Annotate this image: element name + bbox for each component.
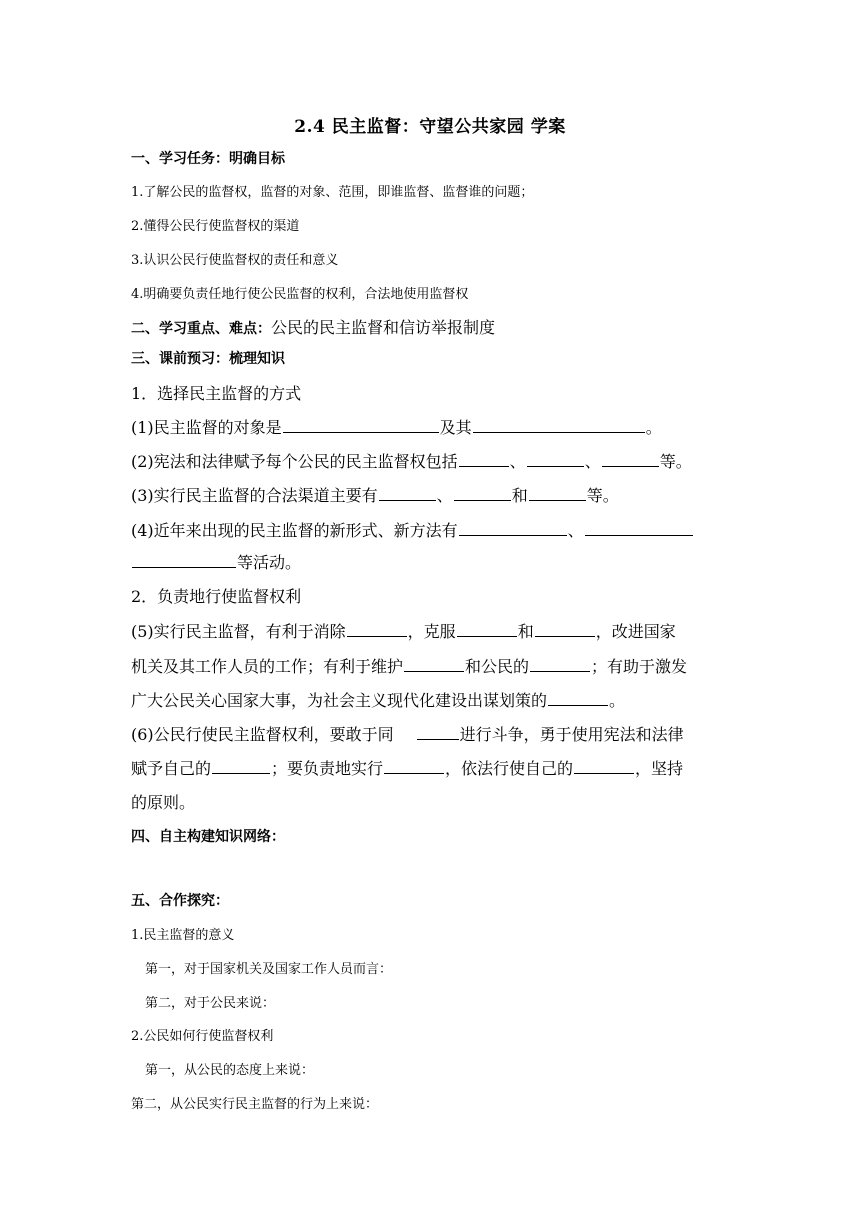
answer-blank[interactable] (527, 451, 584, 467)
task-item: 2.懂得公民行使监督权的渠道 (131, 219, 300, 234)
answer-blank[interactable] (283, 417, 439, 433)
question-5-cont: 广大公民关心国家大事，为社会主义现代化建设出谋划策的 。 (131, 691, 626, 710)
answer-blank[interactable] (574, 758, 634, 774)
question-4-cont: 等活动。 (131, 550, 301, 573)
section-heading-network: 四、自主构建知识网络： (131, 829, 285, 845)
question-6: (6)公民行使民主监督权利，要敢于同 进行斗争，勇于使用宪法和法律 (131, 725, 684, 744)
answer-blank[interactable] (585, 520, 693, 536)
inquiry-item: 第一，对于国家机关及国家工作人员而言： (145, 962, 393, 977)
question-5-cont: 机关及其工作人员的工作；有利于维护 和公民的 ；有助于激发 (131, 657, 688, 676)
inquiry-item: 2.公民如何行使监督权利 (131, 1029, 274, 1044)
section-heading-preview: 三、课前预习：梳理知识 (131, 351, 285, 367)
answer-blank[interactable] (132, 552, 236, 568)
section-heading-inquiry: 五、合作探究： (131, 893, 229, 909)
question-1: (1)民主监督的对象是 及其 。 (131, 418, 662, 437)
section-heading-tasks: 一、学习任务：明确目标 (131, 151, 285, 167)
answer-blank[interactable] (602, 451, 659, 467)
answer-blank[interactable] (417, 724, 459, 740)
answer-blank[interactable] (404, 656, 464, 672)
answer-blank[interactable] (454, 485, 511, 501)
inquiry-item: 第二，从公民实行民主监督的行为上来说： (131, 1097, 379, 1112)
answer-blank[interactable] (212, 758, 270, 774)
answer-blank[interactable] (530, 656, 590, 672)
inquiry-item: 1.民主监督的意义 (131, 928, 235, 943)
answer-blank[interactable] (459, 451, 509, 467)
answer-blank[interactable] (379, 485, 436, 501)
answer-blank[interactable] (473, 417, 645, 433)
answer-blank[interactable] (529, 485, 586, 501)
inquiry-item: 第二，对于公民来说： (145, 996, 276, 1011)
answer-blank[interactable] (535, 621, 595, 637)
question-6-cont: 赋予自己的 ；要负责地实行 ，依法行使自己的 ，坚持 (131, 759, 684, 778)
question-2: (2)宪法和法律赋予每个公民的民主监督权包括 、 、 等。 (131, 452, 692, 471)
answer-blank[interactable] (347, 621, 407, 637)
inquiry-item: 第一，从公民的态度上来说： (145, 1063, 315, 1078)
key-points-line (131, 315, 495, 338)
subsection-heading: 1．选择民主监督的方式 (131, 384, 302, 403)
question-5: (5)实行民主监督，有利于消除 ，克服 和 ，改进国家 (131, 622, 676, 641)
key-points-text: 公民的民主监督和信访举报制度 (271, 318, 496, 337)
question-6-cont: 的原则。 (131, 793, 196, 812)
answer-blank[interactable] (457, 621, 517, 637)
task-item: 1.了解公民的监督权，监督的对象、范围，即谁监督、监督谁的问题； (131, 185, 534, 200)
question-4: (4)近年来出现的民主监督的新形式、新方法有 、 (131, 518, 694, 541)
answer-blank[interactable] (384, 758, 444, 774)
question-3: (3)实行民主监督的合法渠道主要有 、 和 等。 (131, 486, 619, 505)
task-item: 4.明确要负责任地行使公民监督的权利，合法地使用监督权 (131, 287, 469, 302)
section-heading-key-points: 二、学习重点、难点： (131, 321, 271, 337)
subsection-heading: 2．负责地行使监督权利 (131, 587, 302, 606)
answer-blank[interactable] (459, 520, 567, 536)
task-item: 3.认识公民行使监督权的责任和意义 (131, 253, 339, 268)
document-title: 2.4 民主监督：守望公共家园 学案 (294, 117, 566, 137)
answer-blank[interactable] (548, 690, 608, 706)
